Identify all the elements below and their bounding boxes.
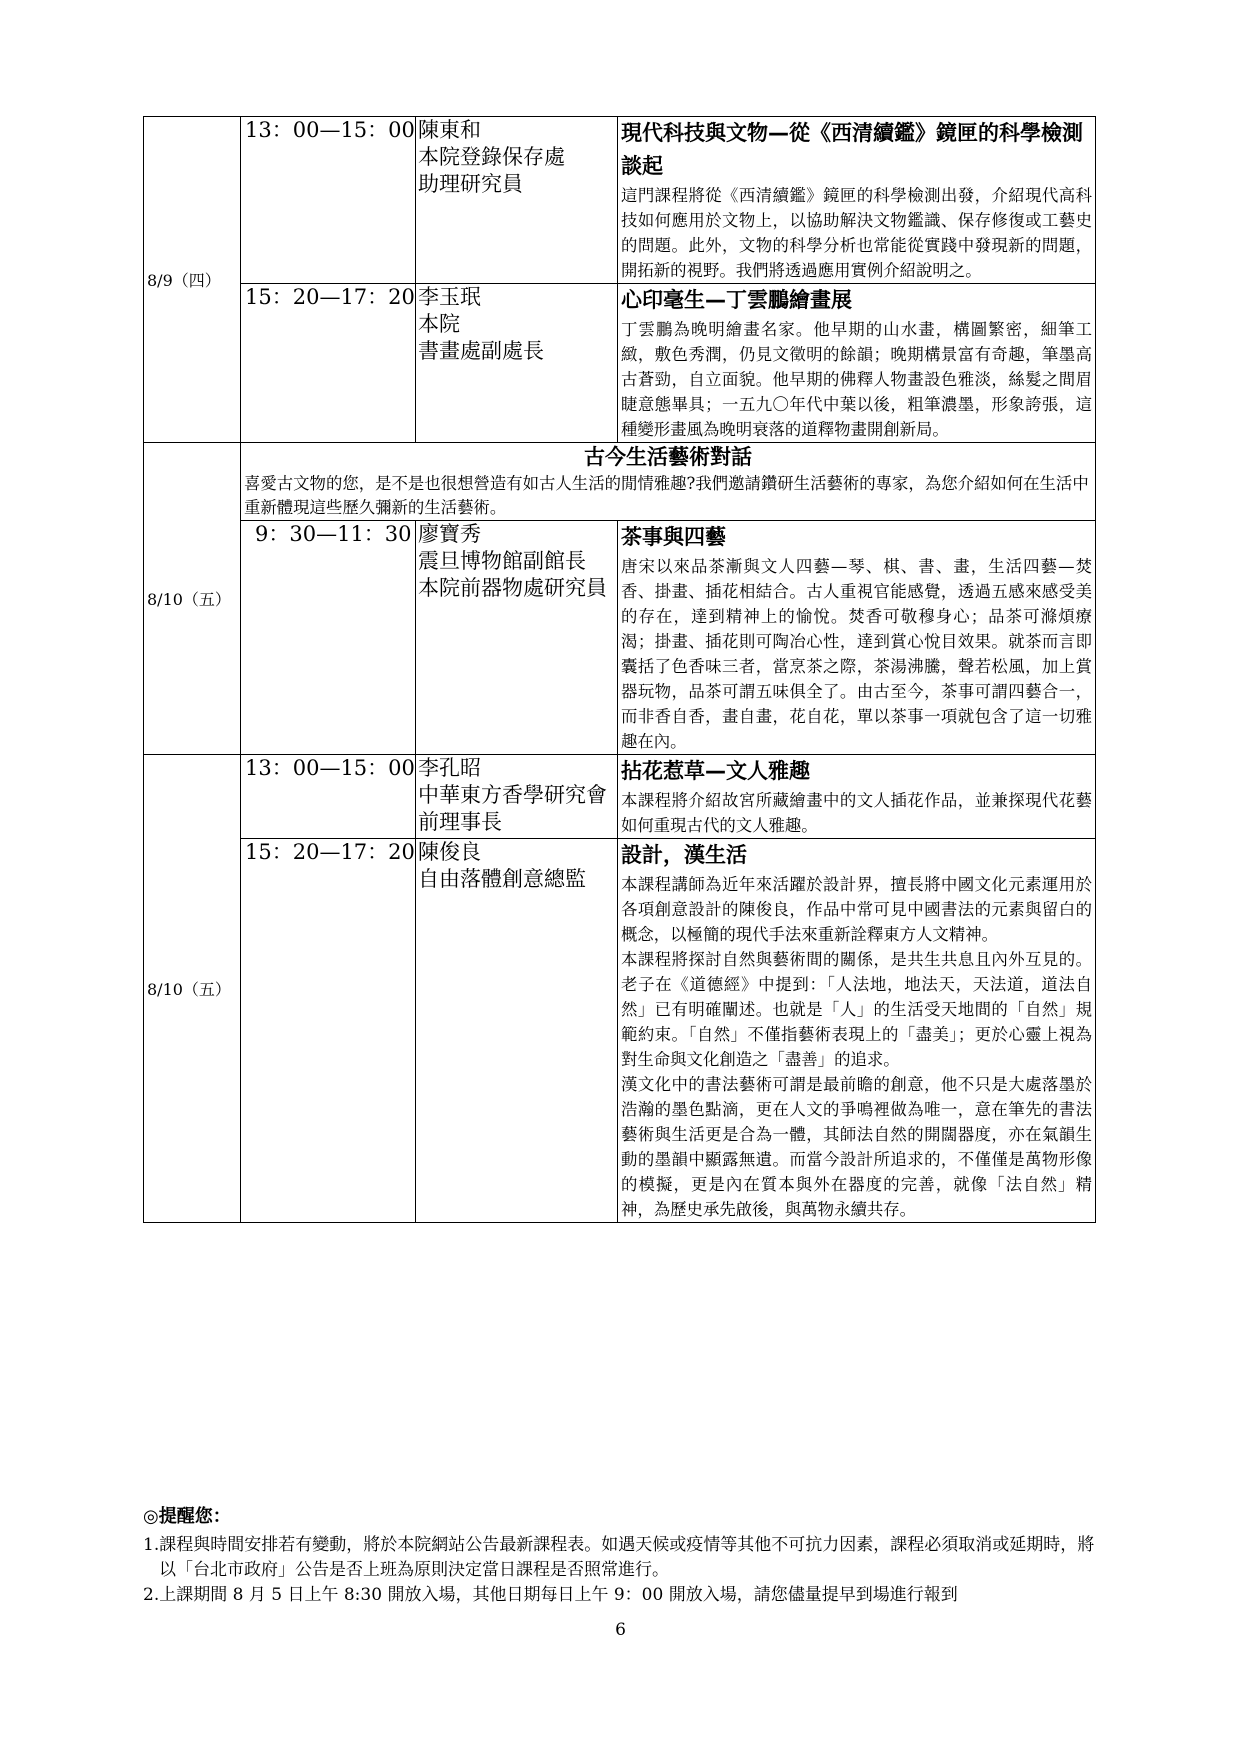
course-cell xyxy=(618,521,1096,755)
speaker-name: 李孔昭 xyxy=(418,756,481,780)
course-title: 茶事與四藝 xyxy=(621,525,726,549)
table-row xyxy=(144,755,1096,839)
table-row xyxy=(144,443,1096,473)
reminder-item: 2.上課期間 8 月 5 日上午 8:30 開放入場，其他日期每日上午 9：00 開放入場，請您儘量提早到場進行報到 xyxy=(143,1585,958,1605)
course-title: 拈花惹草—文人雅趣 xyxy=(621,759,810,783)
speaker-title: 震旦博物館副館長 xyxy=(418,549,586,573)
reminder-item: 1.課程與時間安排若有變動，將於本院網站公告最新課程表。如遇天候或疫情等其他不可抗力因素，課程必須取消或延期時，將以「台北市政府」公告是否上班為原則決定當日課程是否照常進行。 xyxy=(143,1535,1095,1580)
speaker-cell xyxy=(416,284,618,443)
description-paragraph: 這門課程將從《西清續鑑》鏡匣的科學檢測出發，介紹現代高科技如何應用於文物上，以協助解決文物鑑識、保存修復或工藝史的問題。此外，文物的科學分析也常能從實踐中發現新的問題，開拓新的視野。我們將透過應用實例介紹說明之。 xyxy=(621,186,1092,280)
speaker-name: 陳俊良 xyxy=(418,840,481,864)
course-cell xyxy=(618,839,1096,1223)
table-row xyxy=(144,117,1096,284)
course-description xyxy=(621,554,1092,754)
description-paragraph: 本課程將探討自然與藝術間的關係，是共生共息且內外互見的。老子在《道德經》中提到：「人法地，地法天，天法道，道法自然」已有明確闡述。也就是「人」的生活受天地間的「自然」規範約束。「自然」不僅指藝術表現上的「盡美」；更於心靈上視為對生命與文化創造之「盡善」的追求。 xyxy=(621,950,1092,1069)
speaker-cell xyxy=(416,839,618,1223)
course-description xyxy=(621,317,1092,442)
time-cell: 15：20—17：20 xyxy=(241,284,416,443)
course-description xyxy=(621,872,1092,1222)
course-title: 心印毫生—丁雲鵬繪畫展 xyxy=(621,288,852,312)
speaker-title: 助理研究員 xyxy=(418,172,523,196)
speaker-name: 李玉珉 xyxy=(418,285,481,309)
speaker-cell xyxy=(416,117,618,284)
course-cell xyxy=(618,117,1096,284)
section-intro: 喜愛古文物的您，是不是也很想營造有如古人生活的閒情雅趣?我們邀請鑽研生活藝術的專家，為您介紹如何在生活中重新體現這些歷久彌新的生活藝術。 xyxy=(241,472,1096,521)
speaker-name: 廖寶秀 xyxy=(418,522,481,546)
description-paragraph: 丁雲鵬為晚明繪畫名家。他早期的山水畫，構圖繁密，細筆工緻，敷色秀潤，仍見文徵明的餘韻；晚期構景富有奇趣，筆墨高古蒼勁，自立面貌。他早期的佛釋人物畫設色雅淡，絲髮之間眉睫意態畢具；一五九〇年代中葉以後，粗筆濃墨，形象誇張，這種變形畫風為晚明衰落的道釋物畫開創新局。 xyxy=(621,320,1092,439)
time-cell: 13：00—15：00 xyxy=(241,117,416,284)
speaker-name: 陳東和 xyxy=(418,118,481,142)
course-schedule-table xyxy=(143,116,1096,1223)
table-row xyxy=(144,284,1096,443)
table-row xyxy=(144,839,1096,1223)
speaker-cell xyxy=(416,521,618,755)
table-row xyxy=(144,521,1096,755)
speaker-title: 本院前器物處研究員 xyxy=(418,576,607,600)
speaker-title: 書畫處副處長 xyxy=(418,339,544,363)
course-cell xyxy=(618,755,1096,839)
speaker-title: 中華東方香學研究會前理事長 xyxy=(418,783,607,834)
schedule-sheet xyxy=(143,116,1095,1223)
date-cell: 8/9（四） xyxy=(144,117,241,443)
speaker-title: 本院登錄保存處 xyxy=(418,145,565,169)
course-description xyxy=(621,183,1092,283)
time-cell: 15：20—17：20 xyxy=(241,839,416,1223)
time-cell: 9：30—11：30 xyxy=(241,521,416,755)
course-title: 設計，漢生活 xyxy=(621,843,747,867)
description-paragraph: 本課程講師為近年來活躍於設計界，擅長將中國文化元素運用於各項創意設計的陳俊良，作品中常可見中國書法的元素與留白的概念，以極簡的現代手法來重新詮釋東方人文精神。 xyxy=(621,875,1092,944)
speaker-title: 本院 xyxy=(418,312,460,336)
speaker-cell xyxy=(416,755,618,839)
date-cell: 8/10（五） xyxy=(144,443,241,755)
section-heading: 古今生活藝術對話 xyxy=(241,443,1096,473)
speaker-title: 自由落體創意總監 xyxy=(418,867,586,891)
reminder-heading: ◎提醒您： xyxy=(143,1506,231,1527)
course-cell xyxy=(618,284,1096,443)
table-row xyxy=(144,472,1096,521)
course-title: 現代科技與文物—從《西清續鑑》鏡匣的科學檢測談起 xyxy=(621,121,1083,178)
description-paragraph: 唐宋以來品茶漸與文人四藝—琴、棋、書、畫，生活四藝—焚香、掛畫、插花相結合。古人重視官能感覺，透過五感來感受美的存在，達到精神上的愉悅。焚香可敬穆身心；品茶可滌煩療渴；掛畫、插花則可陶冶心性，達到賞心悅目效果。就茶而言即囊括了色香味三者，當烹茶之際，茶湯沸騰，聲若松風，加上賞器玩物，品茶可謂五味俱全了。由古至今，茶事可謂四藝合一，而非香自香，畫自畫，花自花，單以茶事一項就包含了這一切雅趣在內。 xyxy=(621,557,1092,751)
reminder-notes xyxy=(143,1503,1103,1608)
course-description xyxy=(621,788,1092,838)
date-cell: 8/10（五） xyxy=(144,755,241,1223)
description-paragraph: 本課程將介紹故宮所藏繪畫中的文人插花作品，並兼探現代花藝如何重現古代的文人雅趣。 xyxy=(621,791,1092,835)
description-paragraph: 漢文化中的書法藝術可謂是最前瞻的創意，他不只是大處落墨於浩瀚的墨色點滴，更在人文的爭鳴裡做為唯一，意在筆先的書法藝術與生活更是合為一體，其師法自然的開闊器度，亦在氣韻生動的墨韻中顯露無遺。而當今設計所追求的，不僅僅是萬物形像的模擬，更是內在質本與外在器度的完善，就像「法自然」精神，為歷史承先啟後，與萬物永續共存。 xyxy=(621,1075,1092,1219)
time-cell: 13：00—15：00 xyxy=(241,755,416,839)
page-number: 6 xyxy=(615,1620,626,1640)
